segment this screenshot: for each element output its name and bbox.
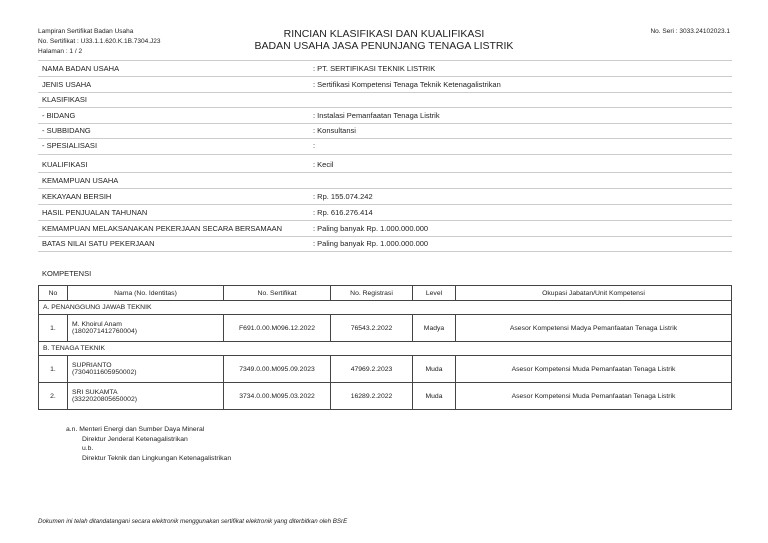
col-header-registration: No. Registrasi: [331, 286, 413, 301]
divider: [38, 107, 732, 108]
info-value: : PT. SERTIFIKASI TEKNIK LISTRIK: [313, 64, 436, 73]
cell-no: 2.: [39, 383, 68, 410]
header-certificate-number: No. Sertifikat : U33.1.1.620.K.1B.7304.J23: [38, 38, 161, 45]
divider: [38, 204, 732, 205]
serial-number: No. Seri : 3033.24102023.1: [650, 28, 730, 35]
table-row: [39, 356, 732, 383]
info-label: KUALIFIKASI: [42, 160, 88, 169]
divider: [38, 220, 732, 221]
info-label: JENIS USAHA: [42, 80, 92, 89]
info-label: KEMAMPUAN MELAKSANAKAN PEKERJAAN SECARA BERSAMAAN: [42, 224, 283, 233]
header-page-number: Halaman : 1 / 2: [38, 48, 83, 55]
header-line-1: Lampiran Sertifikat Badan Usaha: [38, 28, 134, 35]
info-label: - SPESIALISASI: [42, 141, 98, 150]
info-value: : Paling banyak Rp. 1.000.000.000: [313, 239, 429, 248]
person-name: SUPRIANTO: [72, 362, 112, 369]
section-row: [39, 301, 732, 315]
title-line-1: RINCIAN KLASIFIKASI DAN KUALIFIKASI: [283, 28, 485, 40]
cell-no: 1.: [39, 356, 68, 383]
cell-occupation: Asesor Kompetensi Muda Pemanfaatan Tenaga Listrik: [456, 356, 732, 383]
person-id: (7304011605950002): [72, 369, 137, 376]
title-line-2: BADAN USAHA JASA PENUNJANG TENAGA LISTRIK: [254, 40, 514, 52]
cell-certificate: F691.0.00.M096.12.2022: [224, 315, 331, 342]
info-value: :: [313, 141, 316, 150]
col-header-certificate: No. Sertifikat: [224, 286, 331, 301]
cell-level: Madya: [413, 315, 456, 342]
cell-name: [68, 383, 224, 410]
cell-level: Muda: [413, 356, 456, 383]
info-value: : Konsultansi: [313, 126, 356, 135]
signature-block: [66, 425, 231, 463]
info-label: - BIDANG: [42, 111, 76, 120]
divider: [38, 138, 732, 139]
info-label: NAMA BADAN USAHA: [42, 64, 120, 73]
info-label: - SUBBIDANG: [42, 126, 91, 135]
section-label: B. TENAGA TEKNIK: [39, 342, 732, 356]
info-label: KLASIFIKASI: [42, 95, 88, 104]
cell-level: Muda: [413, 383, 456, 410]
info-label: KEKAYAAN BERSIH: [42, 192, 112, 201]
info-label: HASIL PENJUALAN TAHUNAN: [42, 208, 148, 217]
divider: [38, 172, 732, 173]
table-row: [39, 315, 732, 342]
kompetensi-heading: KOMPETENSI: [42, 269, 92, 278]
cell-occupation: Asesor Kompetensi Muda Pemanfaatan Tenaga Listrik: [456, 383, 732, 410]
section-label: A. PENANGGUNG JAWAB TEKNIK: [39, 301, 732, 315]
info-value: : Kecil: [313, 160, 334, 169]
divider: [38, 76, 732, 77]
section-row: [39, 342, 732, 356]
cell-certificate: 3734.0.00.M095.03.2022: [224, 383, 331, 410]
cell-name: [68, 315, 224, 342]
cell-registration: 76543.2.2022: [331, 315, 413, 342]
info-value: : Instalasi Pemanfaatan Tenaga Listrik: [313, 111, 440, 120]
col-header-level: Level: [413, 286, 456, 301]
cell-registration: 16289.2.2022: [331, 383, 413, 410]
person-id: (1802071412760004): [72, 328, 138, 335]
signature-line-2: Direktur Jenderal Ketenagalistrikan: [82, 435, 188, 443]
person-name: M. Khoirul Anam: [72, 321, 122, 328]
divider: [38, 188, 732, 189]
col-header-occupation: Okupasi Jabatan/Unit Kompetensi: [456, 286, 732, 301]
cell-certificate: 7349.0.00.M095.09.2023: [224, 356, 331, 383]
info-value: : Paling banyak Rp. 1.000.000.000: [313, 224, 429, 233]
divider: [38, 154, 732, 155]
info-label: KEMAMPUAN USAHA: [42, 176, 119, 185]
signature-line-1: a.n. Menteri Energi dan Sumber Daya Mineral: [66, 426, 205, 433]
divider: [38, 60, 732, 61]
table-header-row: [39, 286, 732, 301]
col-header-no: No: [39, 286, 68, 301]
info-value: : Rp. 616.276.414: [313, 208, 373, 217]
divider: [38, 236, 732, 237]
footnote: Dokumen ini telah ditandatangani secara elektronik menggunakan sertifikat elektronik yang diterbitkan oleh BSrE: [38, 518, 348, 525]
competency-table: [38, 285, 732, 410]
table-row: [39, 383, 732, 410]
info-label: BATAS NILAI SATU PEKERJAAN: [42, 239, 155, 248]
divider: [38, 123, 732, 124]
info-value: : Sertifikasi Kompetensi Tenaga Teknik Ketenagalistrikan: [313, 80, 501, 89]
person-name: SRI SUKAMTA: [72, 389, 118, 396]
person-id: (3322020805650002): [72, 396, 138, 403]
cell-registration: 47969.2.2023: [331, 356, 413, 383]
col-header-name: Nama (No. Identitas): [68, 286, 224, 301]
cell-name: [68, 356, 224, 383]
cell-occupation: Asesor Kompetensi Madya Pemanfaatan Tenaga Listrik: [456, 315, 732, 342]
signature-line-4: Direktur Teknik dan Lingkungan Ketenagalistrikan: [82, 454, 232, 462]
cell-no: 1.: [39, 315, 68, 342]
divider: [38, 251, 732, 252]
info-value: : Rp. 155.074.242: [313, 192, 373, 201]
signature-line-3: u.b.: [82, 445, 94, 452]
divider: [38, 92, 732, 93]
